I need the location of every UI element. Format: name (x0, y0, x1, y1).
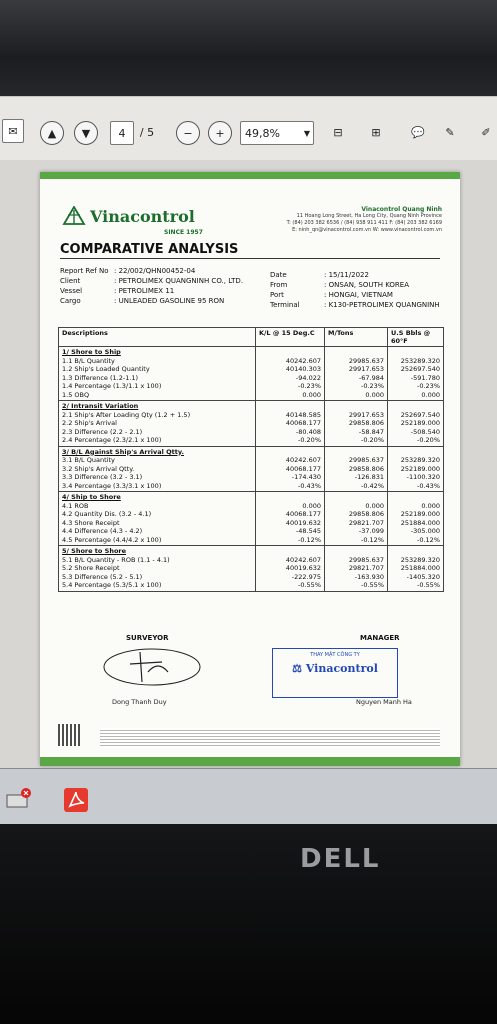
row-label: 1.4 Percentage (1.3/1.1 x 100) (62, 382, 162, 390)
taskbar (0, 768, 497, 825)
comment-icon[interactable]: 💬 (411, 125, 425, 139)
row-value: 0.000 (365, 390, 384, 399)
hand-tool-icon[interactable]: ✉ (2, 119, 24, 143)
value-cell (325, 446, 388, 492)
row-value: -174.430 (291, 473, 321, 481)
value-cell (256, 446, 325, 492)
row-value: -163.930 (354, 572, 384, 581)
fine-print (100, 728, 440, 748)
value-cell (325, 347, 388, 401)
row-label: 1.1 B/L Quantity (62, 356, 115, 365)
row-value: 29858.806 (348, 510, 384, 518)
row-value: -0.55% (361, 581, 384, 589)
row-value: -58.847 (358, 427, 384, 436)
stamp-top-text: THAY MẶT CÔNG TY (310, 652, 360, 658)
row-value: 253289.320 (400, 456, 440, 464)
table-row (59, 446, 444, 492)
row-value: 40242.607 (285, 555, 321, 564)
pdf-page (40, 172, 460, 766)
row-label: 2.4 Percentage (2.3/2.1 x 100) (62, 436, 162, 444)
fit-width-icon[interactable]: ⊞ (371, 125, 381, 139)
since-label: SINCE 1957 (164, 229, 203, 236)
row-value: 40019.632 (285, 564, 321, 572)
terminal-label: Terminal (270, 301, 300, 309)
row-value: 40068.177 (285, 510, 321, 518)
row-value: -0.12% (298, 535, 321, 544)
value-cell (256, 546, 325, 592)
row-value: -0.23% (298, 382, 321, 390)
document-viewport[interactable] (0, 160, 497, 768)
row-value: 0.000 (421, 390, 440, 399)
row-value: -0.20% (298, 436, 321, 444)
row-value: 40140.303 (285, 365, 321, 373)
row-value: -0.23% (361, 382, 384, 390)
spacer (391, 348, 440, 357)
value-cell (388, 546, 444, 592)
meta-right-labels (270, 270, 300, 310)
spacer (328, 402, 384, 411)
meta-left-values (114, 266, 243, 306)
port-value: : HONGAI, VIETNAM (324, 291, 393, 299)
description-cell (59, 401, 256, 447)
row-value: 252697.540 (400, 410, 440, 419)
header-descriptions: Descriptions (59, 328, 256, 347)
company-stamp (272, 648, 398, 698)
row-value: 40019.632 (285, 518, 321, 527)
row-value: -0.20% (361, 436, 384, 444)
zoom-level-select[interactable] (240, 121, 314, 145)
page-number-input[interactable]: 4 (110, 121, 134, 145)
surveyor-name: Dong Thanh Duy (112, 698, 167, 706)
section-title: 2/ Intransit Variation (62, 402, 139, 410)
row-label: 4.4 Difference (4.3 - 4.2) (62, 527, 143, 535)
contact-line: T: (84) 203 382 6536 / (84) 938 911 411 F: (84) 203 382 6169 (286, 220, 442, 226)
row-value: 29917.653 (348, 410, 384, 419)
row-value: 29985.637 (348, 356, 384, 365)
pdf-icon[interactable] (62, 787, 90, 813)
value-cell (388, 492, 444, 546)
row-value: 40242.607 (285, 456, 321, 464)
web-line: E: ninh_qn@vinacontrol.com.vn W: www.vinacontrol.com.vn (292, 227, 442, 233)
row-label: 3.3 Difference (3.2 - 3.1) (62, 473, 143, 481)
meta-left-labels (60, 266, 109, 306)
row-label: 3.4 Percentage (3.3/3.1 x 100) (62, 481, 162, 490)
section-title: 5/ Shore to Shore (62, 547, 127, 555)
row-value: 29985.637 (348, 456, 384, 464)
surveyor-signature (100, 642, 210, 692)
header-kl: K/L @ 15 Deg.C (256, 328, 325, 347)
page-top-bar (40, 172, 460, 179)
row-value: -1405.320 (406, 572, 440, 581)
row-label: 4.5 Percentage (4.4/4.2 x 100) (62, 535, 162, 544)
row-value: 40068.177 (285, 419, 321, 427)
row-value: -1100.320 (406, 473, 440, 481)
section-title: 3/ B/L Against Ship's Arrival Qtty. (62, 447, 185, 456)
prev-page-icon[interactable]: ▲ (40, 121, 64, 145)
spacer (259, 348, 321, 357)
stamp-main-text: ⚖ Vinacontrol (292, 662, 378, 675)
row-label: 5.1 B/L Quantity - ROB (1.1 - 4.1) (62, 555, 170, 564)
row-label: 4.3 Shore Receipt (62, 518, 120, 527)
row-label: 4.1 ROB (62, 501, 89, 510)
manager-label: MANAGER (360, 634, 400, 642)
vessel-value: : PETROLIMEX 11 (114, 287, 175, 295)
value-cell (256, 401, 325, 447)
row-value: 253289.320 (400, 356, 440, 365)
header-mt: M/Tons (325, 328, 388, 347)
branch-name: Vinacontrol Quang Ninh (361, 206, 442, 213)
spacer (391, 493, 440, 502)
row-value: 40242.607 (285, 356, 321, 365)
table-header-row (59, 328, 444, 347)
row-value: -126.831 (354, 473, 384, 481)
header-bbl: U.S Bbls @ 60°F (388, 328, 444, 347)
row-value: -0.20% (417, 436, 440, 444)
row-label: 3.1 B/L Quantity (62, 456, 115, 464)
row-label: 1.3 Difference (1.2-1.1) (62, 373, 139, 382)
client-value: : PETROLIMEX QUANGNINH CO., LTD. (114, 277, 244, 285)
company-address (252, 206, 442, 234)
vinacontrol-logo (62, 206, 195, 226)
value-cell (256, 492, 325, 546)
row-value: 0.000 (302, 501, 321, 510)
terminal-value: : K130-PETROLIMEX QUANGNINH (324, 301, 440, 309)
description-cell (59, 492, 256, 546)
spacer (328, 348, 384, 357)
row-value: 252189.000 (400, 419, 440, 427)
row-value: -0.12% (417, 535, 440, 544)
value-cell (388, 446, 444, 492)
spacer (259, 402, 321, 411)
row-value: -508.540 (410, 427, 440, 436)
pdf-toolbar (0, 96, 497, 162)
client-label: Client (60, 277, 81, 285)
row-value: 0.000 (302, 390, 321, 399)
row-value: -80.408 (295, 427, 321, 436)
row-value: 251884.000 (400, 564, 440, 572)
row-value: 252189.000 (400, 464, 440, 473)
row-value: 29821.707 (348, 518, 384, 527)
monitor-bezel-top (0, 0, 497, 96)
description-cell (59, 446, 256, 492)
stamp-brand: Vinacontrol (305, 662, 378, 675)
row-value: -0.43% (417, 481, 440, 490)
spacer (328, 547, 384, 556)
value-cell (325, 492, 388, 546)
report-label: Report Ref No (60, 267, 109, 275)
next-page-icon[interactable]: ▼ (74, 121, 98, 145)
row-value: -591.780 (410, 373, 440, 382)
surveyor-label: SURVEYOR (126, 634, 169, 642)
row-value: 251884.000 (400, 518, 440, 527)
value-cell (388, 347, 444, 401)
row-label: 2.1 Ship's After Loading Qty (1.2 + 1.5) (62, 410, 191, 419)
page-total-label: / 5 (139, 125, 155, 139)
row-label: 5.4 Percentage (5.3/5.1 x 100) (62, 581, 162, 589)
document-title: COMPARATIVE ANALYSIS (60, 242, 239, 257)
date-label: Date (270, 271, 287, 279)
row-value: -0.43% (298, 481, 321, 490)
edit-icon[interactable]: ✐ (481, 125, 491, 139)
row-label: 4.2 Quantity Dis. (3.2 - 4.1) (62, 510, 152, 518)
cargo-label: Cargo (60, 297, 81, 305)
row-value: 253289.320 (400, 555, 440, 564)
description-cell (59, 546, 256, 592)
description-cell (59, 347, 256, 401)
manager-name: Nguyen Manh Ha (356, 698, 412, 706)
row-label: 1.2 Ship's Loaded Quantity (62, 365, 150, 373)
spacer (259, 448, 321, 457)
row-value: 0.000 (421, 501, 440, 510)
spacer (328, 493, 384, 502)
row-value: -0.42% (361, 481, 384, 490)
row-value: 29821.707 (348, 564, 384, 572)
zoom-value: 49,8% (245, 126, 280, 140)
value-cell (325, 546, 388, 592)
row-value: -0.55% (298, 581, 321, 589)
row-label: 2.3 Difference (2.2 - 2.1) (62, 427, 143, 436)
fit-page-icon[interactable]: ⊟ (333, 125, 343, 139)
row-value: -37.099 (358, 527, 384, 535)
spacer (391, 547, 440, 556)
row-value: 40148.585 (285, 410, 321, 419)
cargo-value: : UNLEADED GASOLINE 95 RON (114, 297, 225, 305)
row-value: -48.545 (295, 527, 321, 535)
row-value: -94.022 (295, 373, 321, 382)
row-value: -0.55% (417, 581, 440, 589)
table-row (59, 492, 444, 546)
section-title: 4/ Ship to Shore (62, 493, 121, 501)
vessel-label: Vessel (60, 287, 83, 295)
row-value: -305.000 (410, 527, 440, 535)
spacer (391, 448, 440, 457)
row-value: 29858.806 (348, 419, 384, 427)
section-title: 1/ Shore to Ship (62, 348, 121, 356)
from-label: From (270, 281, 288, 289)
spacer (328, 448, 384, 457)
zoom-in-icon[interactable]: + (208, 121, 232, 145)
monitor-bezel-bottom (0, 824, 497, 1024)
zoom-out-icon[interactable]: − (176, 121, 200, 145)
row-value: 40068.177 (285, 464, 321, 473)
row-value: 0.000 (365, 501, 384, 510)
row-label: 3.2 Ship's Arrival Qtty. (62, 464, 135, 473)
row-label: 1.5 OBQ (62, 390, 90, 399)
comparative-table (58, 327, 444, 592)
date-value: : 15/11/2022 (324, 271, 369, 279)
brand-name: Vinacontrol (90, 206, 195, 226)
qr-code (58, 724, 80, 746)
pen-icon[interactable]: ✎ (445, 125, 455, 139)
value-cell (256, 347, 325, 401)
address-line: 11 Hoang Long Street, Ha Long City, Quang Ninh Province (296, 213, 442, 219)
printer-app-icon[interactable] (4, 787, 32, 813)
spacer (391, 402, 440, 411)
scale-logo-icon (62, 206, 86, 226)
row-value: 252697.540 (400, 365, 440, 373)
spacer (259, 547, 321, 556)
row-value: -0.23% (417, 382, 440, 390)
row-value: 29917.653 (348, 365, 384, 373)
table-row (59, 546, 444, 592)
table-row (59, 347, 444, 401)
value-cell (325, 401, 388, 447)
meta-right-values (324, 270, 440, 310)
row-label: 2.2 Ship's Arrival (62, 419, 117, 427)
monitor-brand-logo: DELL (300, 844, 381, 874)
table-row (59, 401, 444, 447)
spacer (259, 493, 321, 502)
row-value: -0.12% (361, 535, 384, 544)
row-value: 29858.806 (348, 464, 384, 473)
report-value: : 22/002/QHN00452-04 (114, 267, 196, 275)
port-label: Port (270, 291, 284, 299)
chevron-down-icon: ▼ (303, 128, 310, 138)
row-label: 5.3 Difference (5.2 - 5.1) (62, 572, 143, 581)
page-bottom-bar (40, 757, 460, 766)
title-divider (60, 258, 440, 259)
from-value: : ONSAN, SOUTH KOREA (324, 281, 410, 289)
row-value: -222.975 (291, 572, 321, 581)
row-label: 5.2 Shore Receipt (62, 564, 120, 572)
value-cell (388, 401, 444, 447)
row-value: 29985.637 (348, 555, 384, 564)
row-value: -67.984 (358, 373, 384, 382)
row-value: 252189.000 (400, 510, 440, 518)
